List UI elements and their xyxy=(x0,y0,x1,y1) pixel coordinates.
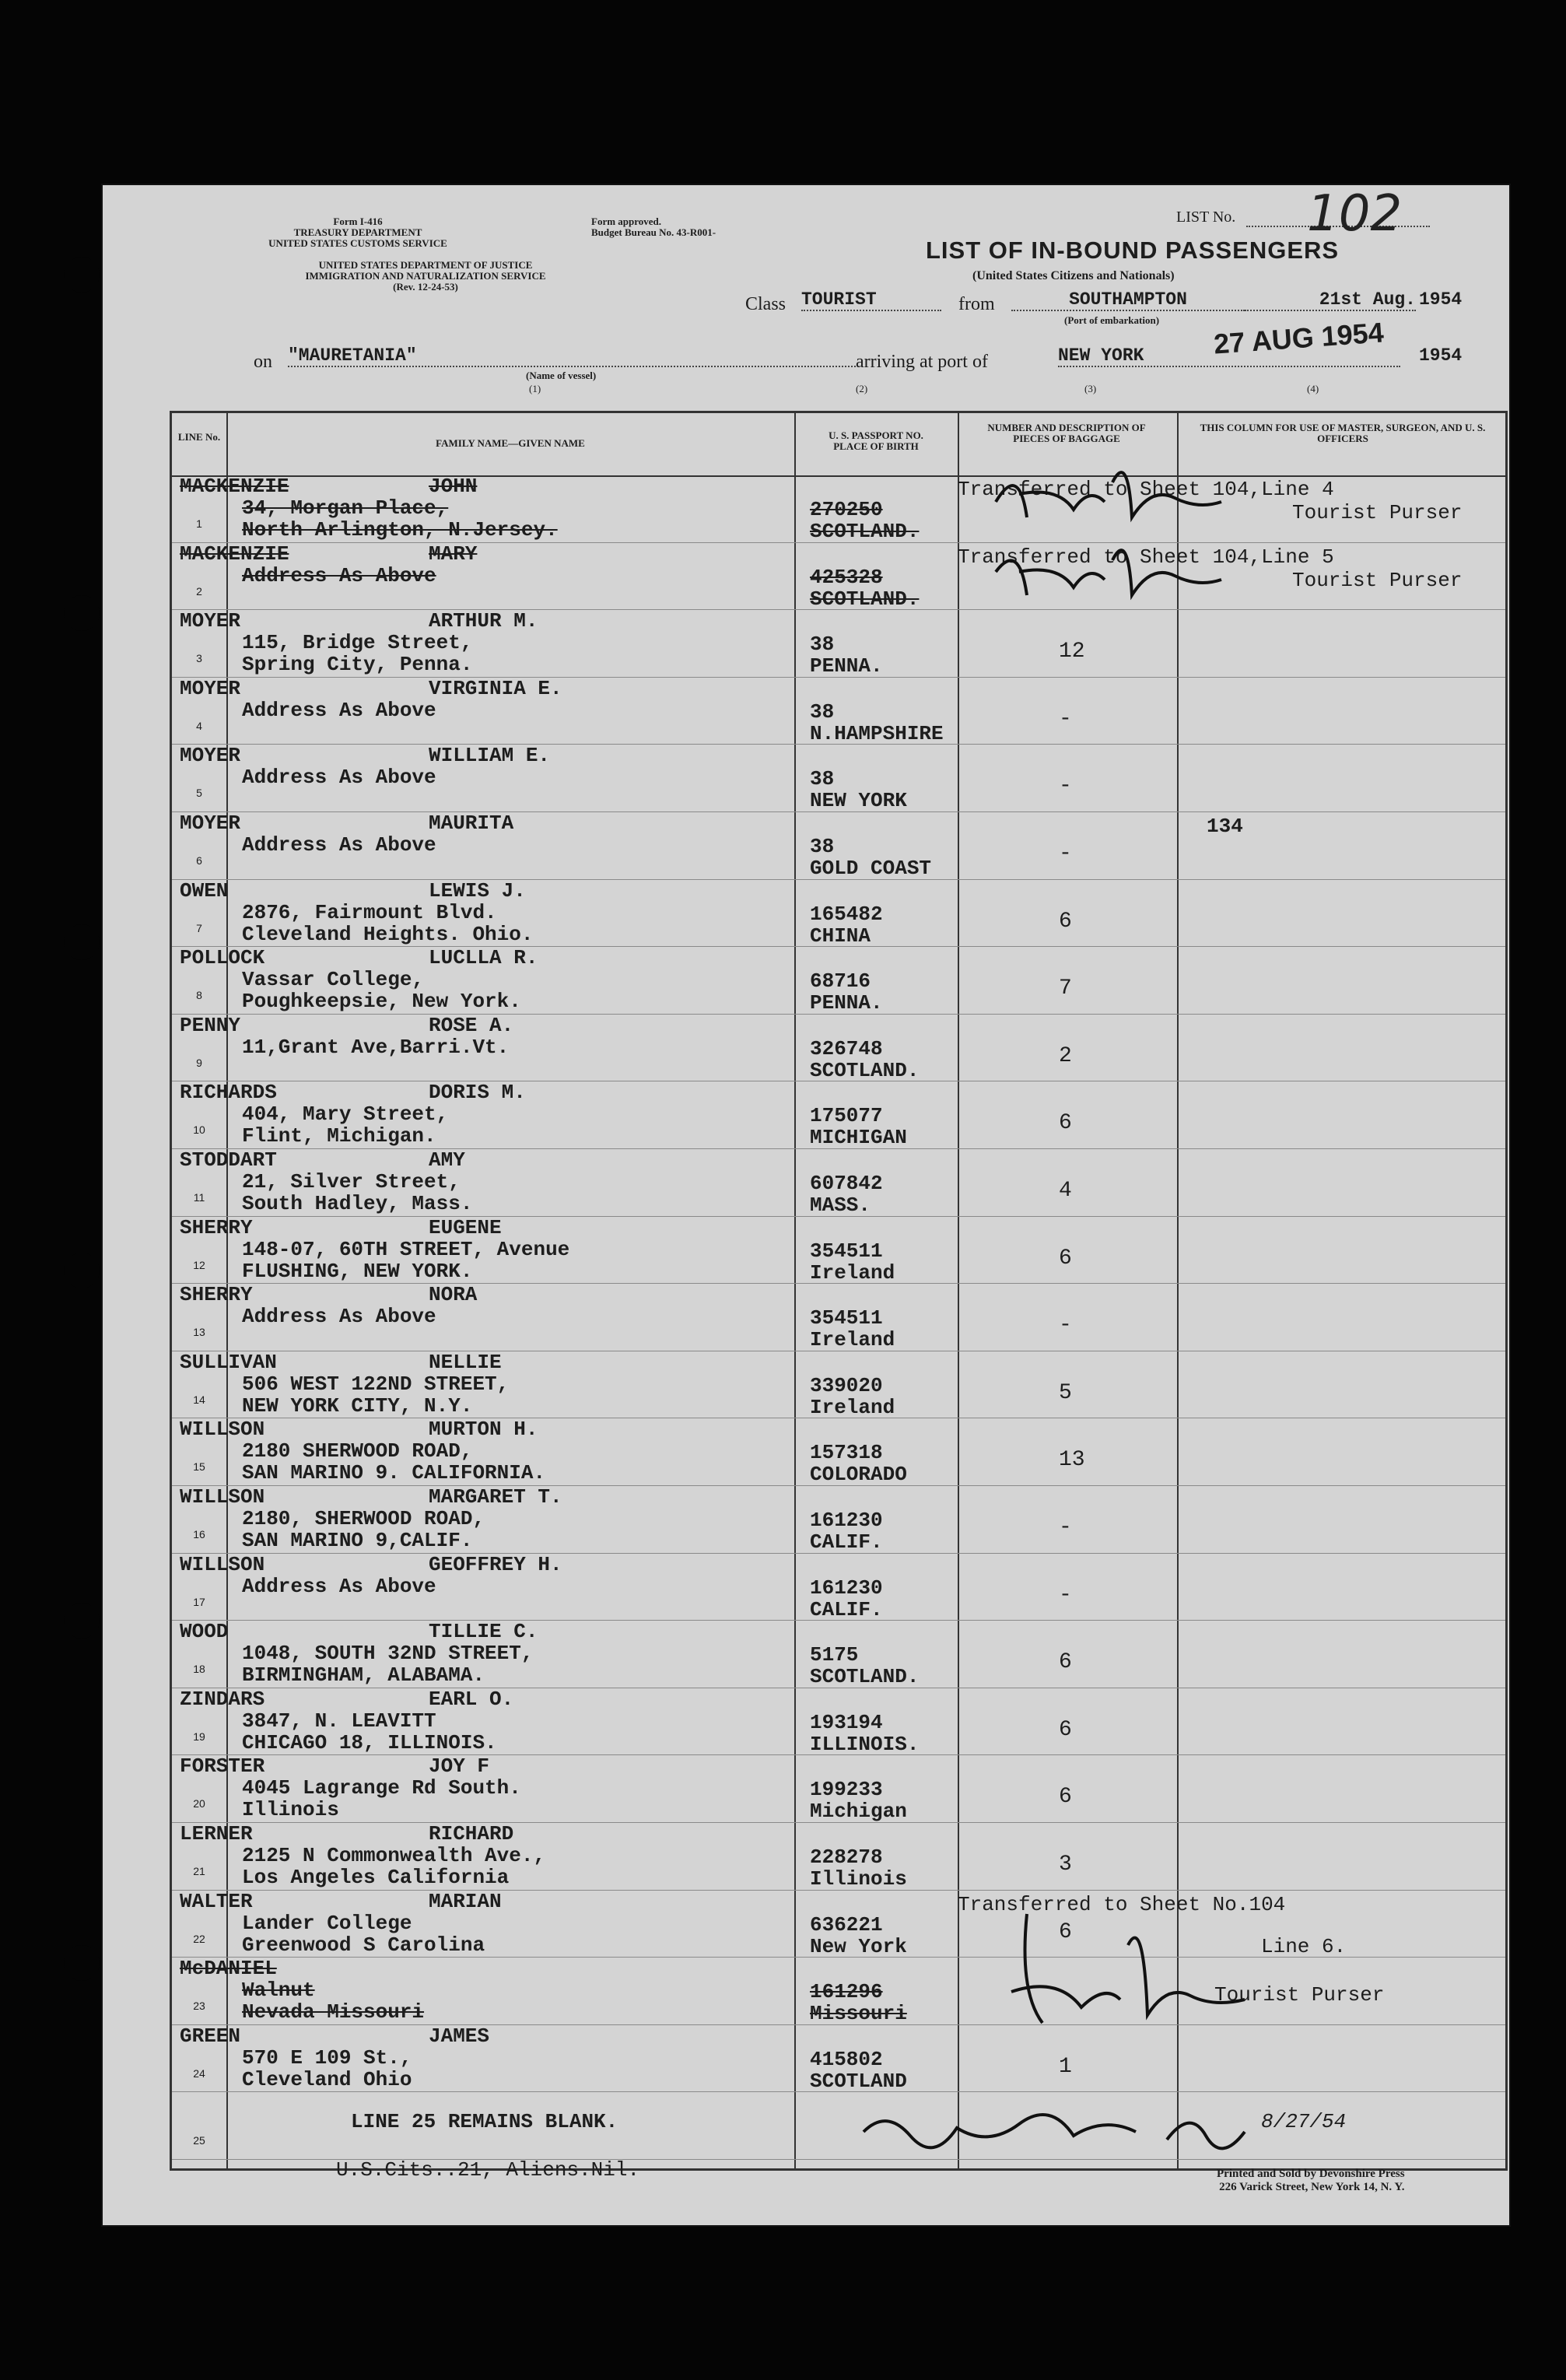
family-name: MOYER xyxy=(180,609,241,633)
punch-hole xyxy=(64,595,100,631)
line-number: 8 xyxy=(196,989,202,1002)
line-number: 21 xyxy=(193,1865,205,1877)
budget-label: Budget Bureau No. 43-R001- xyxy=(591,226,716,238)
address-line-1: 2876, Fairmount Blvd. xyxy=(242,900,497,924)
baggage-count: 6 xyxy=(1059,1785,1072,1810)
embarkation-port-value: SOUTHAMPTON xyxy=(1011,289,1245,311)
table-row xyxy=(172,1081,1505,1149)
column-header-line-no: LINE No. xyxy=(177,431,221,443)
officer-note: 134 xyxy=(1207,815,1243,838)
passport-number: 165482 xyxy=(810,902,883,926)
address-line-2: CHICAGO 18, ILLINOIS. xyxy=(242,1730,497,1754)
baggage-count: 6 xyxy=(1059,1246,1072,1271)
punch-hole xyxy=(64,924,100,960)
table-row xyxy=(172,745,1505,812)
passport-number: 326748 xyxy=(810,1036,883,1060)
baggage-count: - xyxy=(1059,1313,1072,1338)
passport-number: 339020 xyxy=(810,1373,883,1397)
punch-hole xyxy=(64,1603,100,1639)
address-line-1: Lander College xyxy=(242,1911,412,1935)
class-label: Class xyxy=(745,294,787,314)
revision-label: (Rev. 12-24-53) xyxy=(393,281,458,293)
family-name: POLLOCK xyxy=(180,946,265,970)
column-header-baggage: NUMBER AND DESCRIPTION OF PIECES OF BAGGAGE xyxy=(987,422,1146,444)
approval-label: Form approved. xyxy=(591,216,662,227)
table-row xyxy=(172,1554,1505,1621)
family-name: STODDART xyxy=(180,1148,277,1172)
treasury-label: TREASURY DEPARTMENT xyxy=(293,226,422,238)
line-number: 15 xyxy=(193,1460,205,1474)
table-row xyxy=(172,1891,1505,1958)
address-line-2: South Hadley, Mass. xyxy=(242,1192,473,1215)
given-name: LUCLLA R. xyxy=(429,946,538,970)
line-number: 18 xyxy=(193,1663,205,1676)
vessel-name-value: "MAURETANIA" xyxy=(288,345,856,367)
line-number: 1 xyxy=(196,517,202,530)
place-of-birth: Ireland xyxy=(810,1395,895,1419)
family-name: RICHARDS xyxy=(180,1081,277,1105)
place-of-birth: MASS. xyxy=(810,1194,871,1217)
baggage-count: 6 xyxy=(1059,1111,1072,1136)
address-line-1: 3847, N. LEAVITT xyxy=(242,1709,436,1733)
passport-number: 161230 xyxy=(810,1509,883,1532)
family-name: MOYER xyxy=(180,676,241,700)
place-of-birth: Ireland xyxy=(810,1260,895,1285)
line-number: 10 xyxy=(193,1123,205,1137)
baggage-count: 7 xyxy=(1059,976,1072,1001)
place-of-birth: SCOTLAND. xyxy=(810,520,920,543)
arrival-year: 1954 xyxy=(1419,345,1463,366)
passport-number: 425328 xyxy=(810,565,883,589)
family-name: MACKENZIE xyxy=(180,542,289,566)
table-row xyxy=(172,1823,1505,1891)
place-of-birth: Michigan xyxy=(810,1800,907,1824)
officer-note: Transferred to Sheet No.104 xyxy=(958,1892,1286,1916)
address-line-1: Vassar College, xyxy=(242,968,425,992)
line-number: 23 xyxy=(193,2000,205,2013)
place-of-birth: PENNA. xyxy=(810,991,883,1015)
passport-number: 161296 xyxy=(810,1980,883,2004)
family-name: OWEN xyxy=(180,878,229,903)
table-row xyxy=(172,1418,1505,1486)
citizens-summary: U.S.Cits..21, Aliens.Nil. xyxy=(336,2158,640,2182)
baggage-count: 6 xyxy=(1059,1650,1072,1675)
line-number: 14 xyxy=(193,1393,205,1406)
address-line-1: Walnut xyxy=(242,1979,315,2003)
baggage-count: 13 xyxy=(1059,1448,1085,1473)
place-of-birth: SCOTLAND. xyxy=(810,587,920,611)
departure-date-value: 21st Aug. xyxy=(1245,289,1416,311)
address-line-2: BIRMINGHAM, ALABAMA. xyxy=(242,1663,485,1688)
address-line-2: Cleveland Heights. Ohio. xyxy=(242,922,534,946)
passport-number: 270250 xyxy=(810,498,883,521)
passport-number: 157318 xyxy=(810,1441,883,1465)
officer-note-2: Tourist Purser xyxy=(1292,501,1463,524)
table-row xyxy=(172,1149,1505,1217)
address-line-2: SAN MARINO 9. CALIFORNIA. xyxy=(242,1461,546,1485)
table-row xyxy=(172,1217,1505,1285)
passport-number: 354511 xyxy=(810,1306,883,1330)
place-of-birth: SCOTLAND. xyxy=(810,1058,920,1082)
place-of-birth: CHINA xyxy=(810,924,871,948)
table-row xyxy=(172,1621,1505,1688)
passport-number: 68716 xyxy=(810,969,871,994)
list-no-label: LIST No. xyxy=(1176,209,1236,226)
address-line-1: 506 WEST 122ND STREET, xyxy=(242,1372,510,1396)
baggage-count: 1 xyxy=(1059,2054,1072,2079)
officer-note: Transferred to Sheet 104,Line 5 xyxy=(958,545,1334,569)
passport-number: 607842 xyxy=(810,1172,883,1195)
address-line-2: Greenwood S Carolina xyxy=(242,1933,485,1957)
family-name: WOOD xyxy=(180,1620,229,1644)
table-row xyxy=(172,1755,1505,1823)
justice-label: UNITED STATES DEPARTMENT OF JUSTICE xyxy=(318,259,533,271)
given-name: ROSE A. xyxy=(429,1013,514,1037)
family-name: LERNER xyxy=(180,1822,253,1845)
address-line-1: 2125 N Commonwealth Ave., xyxy=(242,1844,546,1867)
passport-number: 415802 xyxy=(810,2047,883,2071)
address-line-2: Los Angeles California xyxy=(242,1866,510,1889)
baggage-count: 4 xyxy=(1059,1179,1072,1203)
address-line-1: 2180, SHERWOOD ROAD, xyxy=(242,1507,485,1530)
table-row xyxy=(172,947,1505,1015)
address-line-2: NEW YORK CITY, N.Y. xyxy=(242,1393,473,1418)
given-name: EUGENE xyxy=(429,1215,502,1239)
table-row xyxy=(172,610,1505,678)
address-line-2: North Arlington, N.Jersey. xyxy=(242,518,558,542)
given-name: JOY F xyxy=(429,1754,490,1779)
line-number: 16 xyxy=(193,1528,205,1541)
family-name: MACKENZIE xyxy=(180,475,289,498)
address-line-1: 34, Morgan Place, xyxy=(242,496,449,520)
baggage-count: - xyxy=(1059,842,1072,866)
line-number: 4 xyxy=(196,719,202,732)
passport-number: 175077 xyxy=(810,1104,883,1128)
table-row xyxy=(172,1284,1505,1351)
place-of-birth: COLORADO xyxy=(810,1463,907,1487)
passport-number: 636221 xyxy=(810,1912,883,1937)
officer-note: Transferred to Sheet 104,Line 4 xyxy=(958,478,1334,501)
column-header-officers: THIS COLUMN FOR USE OF MASTER, SURGEON, AND U. S. OFFICERS xyxy=(1200,422,1486,444)
place-of-birth: New York xyxy=(810,1934,907,1958)
line-number: 25 xyxy=(193,2134,205,2147)
given-name: MARY xyxy=(429,542,478,566)
class-value: TOURIST xyxy=(801,289,941,311)
place-of-birth: Illinois xyxy=(810,1867,907,1891)
family-name: FORSTER xyxy=(180,1754,265,1779)
address-line-1: 1048, SOUTH 32ND STREET, xyxy=(242,1642,534,1666)
given-name: LEWIS J. xyxy=(429,878,526,903)
from-label: from xyxy=(958,294,995,314)
passport-number: 161230 xyxy=(810,1576,883,1600)
officer-note-2: Line 6. xyxy=(1261,1934,1347,1958)
given-name: MARGARET T. xyxy=(429,1485,562,1509)
place-of-birth: ILLINOIS. xyxy=(810,1732,920,1756)
form-block-approval xyxy=(591,216,716,238)
column-number-2: (2) xyxy=(856,383,868,394)
baggage-count: 6 xyxy=(1059,909,1072,934)
address-line-2: Illinois xyxy=(242,1798,339,1822)
place-of-birth: Missouri xyxy=(810,2002,907,2026)
given-name: MAURITA xyxy=(429,811,514,835)
address-line-1: Address As Above xyxy=(242,833,436,857)
family-name: PENNY xyxy=(180,1013,241,1037)
passport-number: 38 xyxy=(810,633,835,657)
passport-number: 228278 xyxy=(810,1845,883,1869)
table-row xyxy=(172,1958,1505,2025)
form-block-treasury xyxy=(257,216,459,249)
line-number: 7 xyxy=(196,921,202,934)
given-name: DORIS M. xyxy=(429,1081,526,1105)
column-header-passport: U. S. PASSPORT NO. PLACE OF BIRTH xyxy=(829,429,923,452)
purser-signature-bottom xyxy=(996,1898,1276,2054)
form-block-justice xyxy=(250,260,601,293)
family-name: WILLSON xyxy=(180,1485,265,1509)
column-number-1: (1) xyxy=(529,383,541,394)
address-line-2: Spring City, Penna. xyxy=(242,653,473,677)
on-label: on xyxy=(254,352,272,372)
passport-number: 5175 xyxy=(810,1643,859,1667)
passport-number: 354511 xyxy=(810,1239,883,1263)
passenger-table xyxy=(170,411,1508,2171)
address-line-1: Address As Above xyxy=(242,698,436,722)
address-line-1: Address As Above xyxy=(242,1574,436,1598)
officer-note-2: Tourist Purser xyxy=(1292,568,1463,592)
line-number: 17 xyxy=(193,1595,205,1608)
line-number: 9 xyxy=(196,1056,202,1069)
address-line-1: LINE 25 REMAINS BLANK. xyxy=(351,2110,618,2134)
address-line-1: 404, Mary Street, xyxy=(242,1102,449,1127)
line-number: 2 xyxy=(196,584,202,598)
place-of-birth: CALIF. xyxy=(810,1597,883,1621)
given-name: EARL O. xyxy=(429,1687,514,1711)
place-of-birth: Ireland xyxy=(810,1328,895,1352)
address-line-1: Address As Above xyxy=(242,563,436,587)
family-name: MOYER xyxy=(180,744,241,768)
place-of-birth: N.HAMPSHIRE xyxy=(810,721,944,745)
baggage-count: - xyxy=(1059,1583,1072,1607)
column-number-4: (4) xyxy=(1307,383,1319,394)
family-name: WILLSON xyxy=(180,1418,265,1442)
line-number: 22 xyxy=(193,1932,205,1945)
place-of-birth: GOLD COAST xyxy=(810,857,932,880)
table-row xyxy=(172,2025,1505,2093)
family-name: MOYER xyxy=(180,811,241,835)
address-line-2: Flint, Michigan. xyxy=(242,1124,436,1148)
family-name: SHERRY xyxy=(180,1215,253,1239)
baggage-count: 2 xyxy=(1059,1043,1072,1068)
arrival-date-stamp: 27 AUG 1954 xyxy=(1212,316,1385,360)
officer-note: Tourist Purser xyxy=(1214,1983,1385,2007)
given-name: MARIAN xyxy=(429,1889,502,1913)
line-number: 19 xyxy=(193,1730,205,1743)
passport-number: 193194 xyxy=(810,1710,883,1734)
arrival-port-value: NEW YORK xyxy=(1058,345,1400,367)
line-number: 13 xyxy=(193,1326,205,1339)
address-line-1: 11,Grant Ave,Barri.Vt. xyxy=(242,1035,510,1059)
table-row xyxy=(172,1351,1505,1419)
address-line-1: 115, Bridge Street, xyxy=(242,631,473,655)
punch-hole xyxy=(64,1945,100,1981)
printer-imprint xyxy=(1217,2168,1405,2194)
line-number: 11 xyxy=(193,1191,205,1204)
family-name: ZINDARS xyxy=(180,1687,265,1711)
given-name: RICHARD xyxy=(429,1822,514,1845)
given-name: VIRGINIA E. xyxy=(429,676,562,700)
given-name: TILLIE C. xyxy=(429,1620,538,1644)
address-line-2: SAN MARINO 9,CALIF. xyxy=(242,1529,473,1552)
line-number: 5 xyxy=(196,787,202,800)
table-row xyxy=(172,1688,1505,1756)
officer-note: 8/27/54 xyxy=(1261,2110,1347,2134)
column-header-name: FAMILY NAME—GIVEN NAME xyxy=(436,437,585,449)
baggage-count: 6 xyxy=(1059,1919,1072,1944)
address-line-1: 570 E 109 St., xyxy=(242,2045,412,2070)
printer-line-2: 226 Varick Street, New York 14, N. Y. xyxy=(1219,2181,1405,2193)
passport-number: 199233 xyxy=(810,1778,883,1802)
passport-number: 38 xyxy=(810,699,835,724)
place-of-birth: SCOTLAND. xyxy=(810,1665,920,1689)
officer-signature xyxy=(840,2093,1540,2163)
address-line-2: FLUSHING, NEW YORK. xyxy=(242,1259,473,1283)
baggage-count: - xyxy=(1059,1516,1072,1540)
printer-line-1: Printed and Sold by Devonshire Press xyxy=(1217,2168,1405,2180)
given-name: ARTHUR M. xyxy=(429,609,538,633)
page-subtitle: (United States Citizens and Nationals) xyxy=(972,269,1175,282)
baggage-count: - xyxy=(1059,706,1072,731)
address-line-2: Nevada Missouri xyxy=(242,2000,425,2024)
given-name: GEOFFREY H. xyxy=(429,1552,562,1576)
family-name: GREEN xyxy=(180,2024,241,2048)
column-number-3: (3) xyxy=(1084,383,1097,394)
list-number-handwritten: 102 xyxy=(1307,185,1403,243)
line-number: 12 xyxy=(193,1258,205,1271)
ins-label: IMMIGRATION AND NATURALIZATION SERVICE xyxy=(305,270,546,282)
address-line-2: Poughkeepsie, New York. xyxy=(242,990,521,1014)
punch-hole xyxy=(64,1253,100,1288)
line-number: 3 xyxy=(196,652,202,665)
customs-label: UNITED STATES CUSTOMS SERVICE xyxy=(268,237,447,249)
departure-year: 1954 xyxy=(1419,289,1463,310)
table-row xyxy=(172,475,1505,543)
passport-number: 38 xyxy=(810,767,835,791)
place-of-birth: MICHIGAN xyxy=(810,1126,907,1150)
family-name: SHERRY xyxy=(180,1283,253,1307)
place-of-birth: NEW YORK xyxy=(810,789,907,813)
embarkation-port-label: (Port of embarkation) xyxy=(1064,314,1160,326)
place-of-birth: SCOTLAND xyxy=(810,2069,907,2093)
family-name: WALTER xyxy=(180,1889,253,1913)
table-row xyxy=(172,812,1505,880)
table-row xyxy=(172,1015,1505,1082)
given-name: WILLIAM E. xyxy=(429,744,551,768)
address-line-1: 4045 Lagrange Rd South. xyxy=(242,1776,521,1800)
address-line-2: Cleveland Ohio xyxy=(242,2067,412,2091)
given-name: NORA xyxy=(429,1283,478,1307)
address-line-1: Address As Above xyxy=(242,766,436,790)
given-name: JOHN xyxy=(429,475,478,498)
given-name: JAMES xyxy=(429,2024,490,2048)
place-of-birth: PENNA. xyxy=(810,654,883,678)
page-title: LIST OF IN-BOUND PASSENGERS xyxy=(926,237,1340,264)
baggage-count: - xyxy=(1059,774,1072,799)
table-row xyxy=(172,880,1505,948)
given-name: AMY xyxy=(429,1148,465,1172)
table-row xyxy=(172,1486,1505,1554)
given-name: MURTON H. xyxy=(429,1418,538,1442)
table-row xyxy=(172,543,1505,611)
baggage-count: 5 xyxy=(1059,1380,1072,1405)
punch-hole xyxy=(64,257,100,293)
family-name: McDANIEL xyxy=(180,1957,277,1981)
given-name: NELLIE xyxy=(429,1350,502,1374)
family-name: SULLIVAN xyxy=(180,1350,277,1374)
line-number: 20 xyxy=(193,1797,205,1810)
vessel-name-label: (Name of vessel) xyxy=(526,370,597,381)
line-number: 24 xyxy=(193,2066,205,2080)
baggage-count: 12 xyxy=(1059,640,1085,664)
table-row xyxy=(172,678,1505,745)
baggage-count: 3 xyxy=(1059,1852,1072,1877)
purser-signature xyxy=(972,455,1299,611)
line-number: 6 xyxy=(196,854,202,867)
baggage-count: 6 xyxy=(1059,1717,1072,1742)
family-name: WILLSON xyxy=(180,1552,265,1576)
form-number: Form I-416 xyxy=(333,216,383,227)
arrival-port-label: arriving at port of xyxy=(856,352,988,372)
place-of-birth: CALIF. xyxy=(810,1530,883,1554)
address-line-1: 148-07, 60TH STREET, Avenue xyxy=(242,1237,570,1261)
address-line-1: 21, Silver Street, xyxy=(242,1170,461,1194)
passport-number: 38 xyxy=(810,835,835,858)
address-line-1: Address As Above xyxy=(242,1305,436,1329)
address-line-1: 2180 SHERWOOD ROAD, xyxy=(242,1439,473,1463)
